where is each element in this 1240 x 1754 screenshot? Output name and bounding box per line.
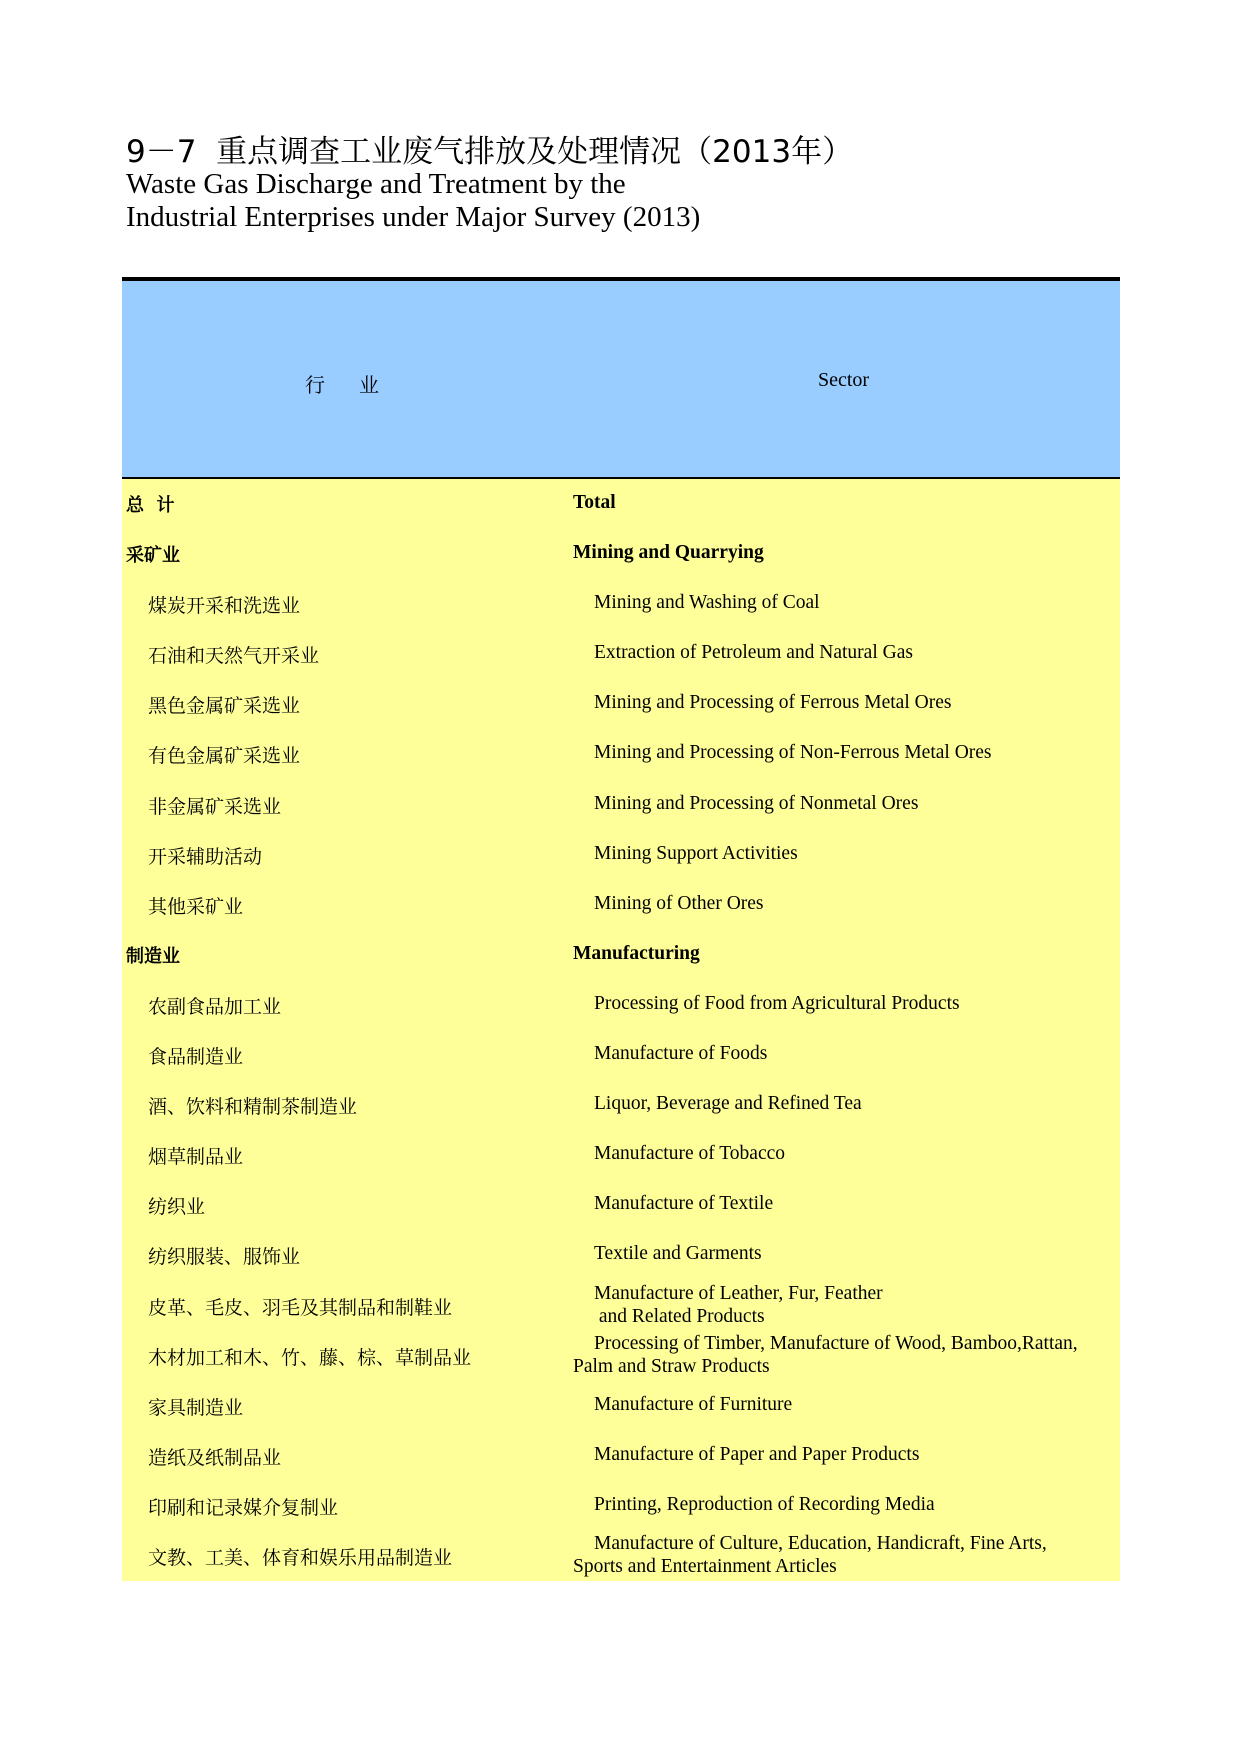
sector-table	[122, 277, 1120, 1581]
row-english	[573, 1532, 1047, 1578]
table-header	[122, 281, 1120, 479]
row-chinese: 非金属矿采选业	[148, 795, 282, 818]
row-english: Processing of Food from Agricultural Products	[594, 992, 960, 1014]
row-chinese: 煤炭开采和洗选业	[148, 595, 301, 618]
table-row	[122, 1381, 1120, 1431]
table-body	[122, 479, 1120, 1581]
row-english: Mining and Processing of Ferrous Metal Ores	[594, 692, 952, 714]
row-chinese: 农副食品加工业	[148, 995, 282, 1018]
table-row	[122, 1531, 1120, 1581]
table-row	[122, 629, 1120, 679]
row-english-line1: Manufacture of Leather, Fur, Feather	[594, 1282, 883, 1304]
row-chinese: 酒、饮料和精制茶制造业	[148, 1096, 358, 1119]
table-row	[122, 830, 1120, 880]
row-english: Textile and Garments	[594, 1243, 762, 1265]
row-english-line1: Processing of Timber, Manufacture of Wood, Bamboo,Rattan,	[594, 1332, 1078, 1354]
row-chinese: 制造业	[126, 945, 180, 967]
row-english-line2: and Related Products	[594, 1305, 765, 1327]
table-number: 9－7	[126, 134, 197, 170]
row-english-line2: Sports and Entertainment Articles	[573, 1555, 837, 1577]
title-english-line1: Waste Gas Discharge and Treatment by the	[126, 168, 626, 200]
row-chinese: 其他采矿业	[148, 895, 244, 918]
row-english: Manufacture of Furniture	[594, 1393, 793, 1415]
page-title-chinese	[126, 132, 853, 172]
title-year: （2013年）	[681, 134, 854, 170]
row-english: Mining and Washing of Coal	[594, 592, 820, 614]
row-english: Manufacture of Tobacco	[594, 1143, 786, 1165]
row-chinese: 家具制造业	[148, 1396, 244, 1419]
row-english-line1: Manufacture of Culture, Education, Handicraft, Fine Arts,	[594, 1532, 1047, 1554]
row-chinese: 印刷和记录媒介复制业	[148, 1496, 339, 1519]
row-chinese: 皮革、毛皮、羽毛及其制品和制鞋业	[148, 1296, 453, 1319]
row-english: Mining and Quarrying	[573, 542, 764, 564]
row-english: Extraction of Petroleum and Natural Gas	[594, 642, 913, 664]
table-row	[122, 1331, 1120, 1381]
row-english: Mining of Other Ores	[594, 892, 764, 914]
table-row	[122, 679, 1120, 729]
row-english: Mining Support Activities	[594, 842, 798, 864]
row-english: Printing, Reproduction of Recording Media	[594, 1493, 935, 1515]
table-row	[122, 729, 1120, 779]
row-chinese: 总 计	[126, 495, 175, 516]
row-chinese: 烟草制品业	[148, 1146, 244, 1169]
row-chinese: 食品制造业	[148, 1046, 244, 1069]
row-english	[594, 1282, 883, 1328]
row-chinese: 开采辅助活动	[148, 845, 263, 868]
table-row	[122, 930, 1120, 980]
table-row	[122, 1481, 1120, 1531]
table-row	[122, 880, 1120, 930]
table-row	[122, 1030, 1120, 1080]
row-chinese: 有色金属矿采选业	[148, 745, 301, 768]
row-chinese: 纺织服装、服饰业	[148, 1246, 301, 1269]
row-english: Manufacture of Textile	[594, 1193, 774, 1215]
table-row	[122, 780, 1120, 830]
header-english: Sector	[818, 369, 870, 391]
row-chinese: 采矿业	[126, 545, 180, 567]
row-english: Mining and Processing of Nonmetal Ores	[594, 792, 919, 814]
title-chinese-text: 重点调查工业废气排放及处理情况	[216, 134, 682, 170]
row-chinese: 木材加工和木、竹、藤、棕、草制品业	[148, 1346, 472, 1369]
table-row	[122, 1180, 1120, 1230]
table-row	[122, 1281, 1120, 1331]
row-chinese: 纺织业	[148, 1196, 206, 1219]
row-english	[573, 1332, 1078, 1378]
row-english: Mining and Processing of Non-Ferrous Metal Ores	[594, 742, 992, 764]
row-english: Manufacture of Paper and Paper Products	[594, 1443, 920, 1465]
row-english: Manufacturing	[573, 942, 700, 964]
page-title-english	[126, 168, 826, 232]
row-english: Total	[573, 492, 616, 513]
row-chinese: 石油和天然气开采业	[148, 645, 320, 668]
table-row	[122, 1230, 1120, 1280]
row-chinese: 造纸及纸制品业	[148, 1446, 282, 1469]
title-english-line2: Industrial Enterprises under Major Survey (2013)	[126, 201, 701, 232]
table-row	[122, 1080, 1120, 1130]
table-row	[122, 1431, 1120, 1481]
row-english: Manufacture of Foods	[594, 1043, 768, 1065]
row-chinese: 文教、工美、体育和娱乐用品制造业	[148, 1546, 453, 1569]
table-row	[122, 980, 1120, 1030]
row-chinese: 黑色金属矿采选业	[148, 695, 301, 718]
header-chinese: 行业	[305, 373, 413, 397]
table-row	[122, 529, 1120, 579]
table-row	[122, 479, 1120, 529]
row-english: Liquor, Beverage and Refined Tea	[594, 1093, 862, 1115]
table-row	[122, 579, 1120, 629]
row-english-line2: Palm and Straw Products	[573, 1355, 770, 1377]
table-row	[122, 1130, 1120, 1180]
